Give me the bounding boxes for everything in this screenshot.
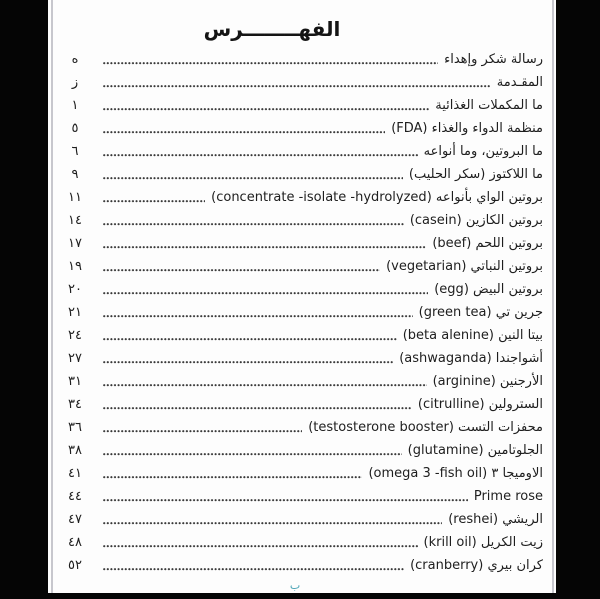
dot-leader — [103, 499, 468, 502]
page-title: الفهــــــــرس — [203, 17, 341, 41]
toc-entry — [48, 163, 543, 186]
toc-list — [48, 48, 556, 577]
toc-entry-page-number: ٢٠ — [68, 282, 82, 297]
dot-leader — [103, 315, 413, 318]
toc-entry-label: محفزات التست (testosterone booster) — [308, 420, 543, 435]
toc-entry — [48, 140, 543, 163]
dot-leader — [103, 108, 429, 111]
toc-entry-label: بروتين النباتي (vegetarian) — [386, 259, 543, 274]
toc-entry-label: بروتين الواي بأنواعه (concentrate -isolate -hydrolyzed) — [211, 190, 543, 205]
page-edge-right — [552, 0, 554, 593]
page-edge-left — [51, 0, 53, 593]
toc-entry — [48, 347, 543, 370]
toc-entry-page-number: ٥ — [71, 121, 79, 136]
toc-entry-label: بروتين اللحم (beef) — [432, 236, 543, 251]
toc-entry — [48, 485, 543, 508]
toc-entry — [48, 94, 543, 117]
document-page — [48, 0, 556, 593]
dot-leader — [103, 430, 302, 433]
toc-entry-page-number: ٥٢ — [68, 558, 82, 573]
toc-entry-page-number: ١ — [71, 98, 79, 113]
toc-entry-page-number: ٣٤ — [68, 397, 82, 412]
toc-entry-page-number: ٢٤ — [68, 328, 82, 343]
dot-leader — [103, 85, 491, 88]
toc-entry-page-number: ٦ — [71, 144, 79, 159]
toc-entry-label: الاوميجا ٣ (omega 3 -fish oil) — [368, 466, 543, 481]
toc-entry-page-number: ١٩ — [68, 259, 82, 274]
toc-entry — [48, 117, 543, 140]
dot-leader — [103, 200, 205, 203]
toc-entry-label: الأرجنين (arginine) — [432, 374, 543, 389]
toc-entry-page-number: ١١ — [68, 190, 82, 205]
toc-entry-label: كران بيري (cranberry) — [410, 558, 543, 573]
toc-entry — [48, 209, 543, 232]
toc-entry-label: جرين تي (green tea) — [418, 305, 543, 320]
toc-entry — [48, 393, 543, 416]
dot-leader — [103, 384, 427, 387]
toc-entry-page-number: ٤٤ — [68, 489, 82, 504]
toc-entry-label: المقـدمة — [496, 75, 543, 90]
toc-entry-page-number: ٤١ — [68, 466, 82, 481]
toc-entry-page-number: ٩ — [71, 167, 79, 182]
toc-entry — [48, 232, 543, 255]
toc-entry-label: بروتين الكازين (casein) — [409, 213, 543, 228]
toc-entry-page-number: ٣٦ — [68, 420, 82, 435]
toc-entry — [48, 508, 543, 531]
toc-entry — [48, 186, 543, 209]
toc-entry-page-number: ٣٨ — [68, 443, 82, 458]
toc-entry-label: السترولين (citrulline) — [417, 397, 543, 412]
page-footer-letter: ب — [289, 579, 301, 592]
toc-entry — [48, 531, 543, 554]
toc-entry-page-number: ١٤ — [68, 213, 82, 228]
dot-leader — [103, 246, 426, 249]
toc-entry-label: ما اللاكتوز (سكر الحليب) — [408, 167, 543, 182]
toc-entry-page-number: ه — [71, 52, 79, 67]
toc-entry-label: الجلوتامين (glutamine) — [407, 443, 543, 458]
dot-leader — [103, 177, 403, 180]
toc-entry-page-number: ٢١ — [68, 305, 82, 320]
dot-leader — [103, 62, 438, 65]
toc-entry-label: أشواجندا (ashwaganda) — [399, 351, 543, 366]
toc-entry-label: ما المكملات الغذائية — [435, 98, 543, 113]
toc-entry — [48, 48, 543, 71]
dot-leader — [103, 453, 402, 456]
dot-leader — [103, 338, 397, 341]
dot-leader — [103, 292, 428, 295]
dot-leader — [103, 545, 418, 548]
toc-entry — [48, 301, 543, 324]
toc-entry-label: منظمة الدواء والغذاء (FDA) — [391, 121, 543, 136]
dot-leader — [103, 568, 404, 571]
toc-entry-page-number: ٤٨ — [68, 535, 82, 550]
toc-entry — [48, 370, 543, 393]
toc-entry — [48, 255, 543, 278]
toc-entry-label: بروتين البيض (egg) — [434, 282, 543, 297]
toc-entry-page-number: ٢٧ — [68, 351, 82, 366]
dot-leader — [103, 223, 404, 226]
toc-entry — [48, 324, 543, 347]
dot-leader — [103, 476, 362, 479]
toc-entry-label: Prime rose — [473, 489, 543, 504]
toc-entry — [48, 462, 543, 485]
toc-entry-label: بيتا النين (beta alenine) — [402, 328, 543, 343]
dot-leader — [103, 154, 418, 157]
dot-leader — [103, 269, 380, 272]
toc-entry — [48, 439, 543, 462]
dot-leader — [103, 361, 393, 364]
toc-entry-label: زيت الكريل (krill oil) — [423, 535, 543, 550]
toc-entry — [48, 71, 543, 94]
toc-entry-page-number: ٣١ — [68, 374, 82, 389]
toc-entry — [48, 416, 543, 439]
dot-leader — [103, 407, 412, 410]
toc-entry — [48, 278, 543, 301]
dot-leader — [103, 131, 385, 134]
toc-entry-page-number: ز — [71, 75, 79, 90]
toc-entry-label: رسالة شكر وإهداء — [444, 52, 543, 67]
toc-entry — [48, 554, 543, 577]
dot-leader — [103, 522, 442, 525]
toc-entry-page-number: ١٧ — [68, 236, 82, 251]
toc-entry-label: ما البروتين، وما أنواعه — [423, 144, 543, 159]
toc-entry-page-number: ٤٧ — [68, 512, 82, 527]
toc-entry-label: الريشي (reshei) — [448, 512, 543, 527]
